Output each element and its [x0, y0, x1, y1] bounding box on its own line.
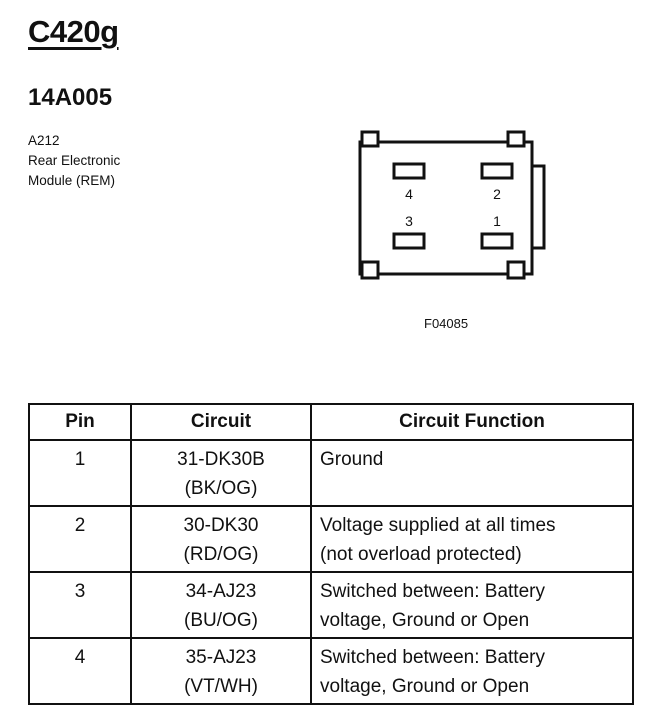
connector-id: C420g: [28, 14, 119, 49]
circuit-id: 30-DK30: [183, 515, 259, 536]
cavity-label-4: 4: [405, 186, 413, 202]
cavity-pin-1: [482, 234, 512, 248]
pinout-table: [28, 403, 634, 705]
function-line-2: voltage, Ground or Open: [320, 676, 530, 697]
pin-number: 1: [29, 440, 131, 506]
module-name-line-1: Rear Electronic: [28, 153, 121, 168]
function-line-2: voltage, Ground or Open: [320, 610, 530, 631]
table-row: [29, 638, 633, 704]
cavity-pin-3: [394, 234, 424, 248]
module-description: [28, 131, 120, 191]
module-code: A212: [28, 133, 60, 148]
function-line-1: Ground: [320, 449, 384, 470]
pin-number: 3: [29, 572, 131, 638]
corner-tab-top-left: [362, 132, 378, 146]
corner-tab-bottom-right: [508, 262, 524, 278]
cavity-pin-2: [482, 164, 512, 178]
cavity-label-1: 1: [493, 213, 501, 229]
circuit-cell: [131, 572, 311, 638]
circuit-id: 31-DK30B: [177, 449, 265, 470]
function-line-2: (not overload protected): [320, 544, 522, 565]
circuit-cell: [131, 506, 311, 572]
function-cell: [311, 440, 633, 506]
table-row: [29, 440, 633, 506]
connector-face-diagram: [350, 126, 560, 286]
corner-tab-top-right: [508, 132, 524, 146]
function-cell: [311, 638, 633, 704]
function-cell: [311, 506, 633, 572]
wire-color: (BK/OG): [184, 478, 258, 499]
wire-color: (BU/OG): [184, 610, 258, 631]
function-line-1: Switched between: Battery: [320, 581, 545, 602]
header-pin: Pin: [29, 404, 131, 440]
circuit-id: 34-AJ23: [185, 581, 257, 602]
table-header-row: [29, 404, 633, 440]
connector-housing: [360, 142, 532, 274]
corner-tab-bottom-left: [362, 262, 378, 278]
circuit-cell: [131, 638, 311, 704]
pin-number: 4: [29, 638, 131, 704]
function-line-1: Switched between: Battery: [320, 647, 545, 668]
wire-color: (VT/WH): [184, 676, 258, 697]
cavity-label-2: 2: [493, 186, 501, 202]
cavity-pin-4: [394, 164, 424, 178]
header-circuit: Circuit: [131, 404, 311, 440]
circuit-cell: [131, 440, 311, 506]
figure-id: F04085: [424, 316, 469, 331]
module-name-line-2: Module (REM): [28, 173, 116, 188]
circuit-id: 35-AJ23: [185, 647, 257, 668]
header-circuit-function: Circuit Function: [311, 404, 633, 440]
cavity-label-3: 3: [405, 213, 413, 229]
pin-number: 2: [29, 506, 131, 572]
function-line-1: Voltage supplied at all times: [320, 515, 556, 536]
table-row: [29, 506, 633, 572]
table-row: [29, 572, 633, 638]
wire-color: (RD/OG): [183, 544, 259, 565]
function-cell: [311, 572, 633, 638]
part-number: 14A005: [28, 84, 113, 111]
